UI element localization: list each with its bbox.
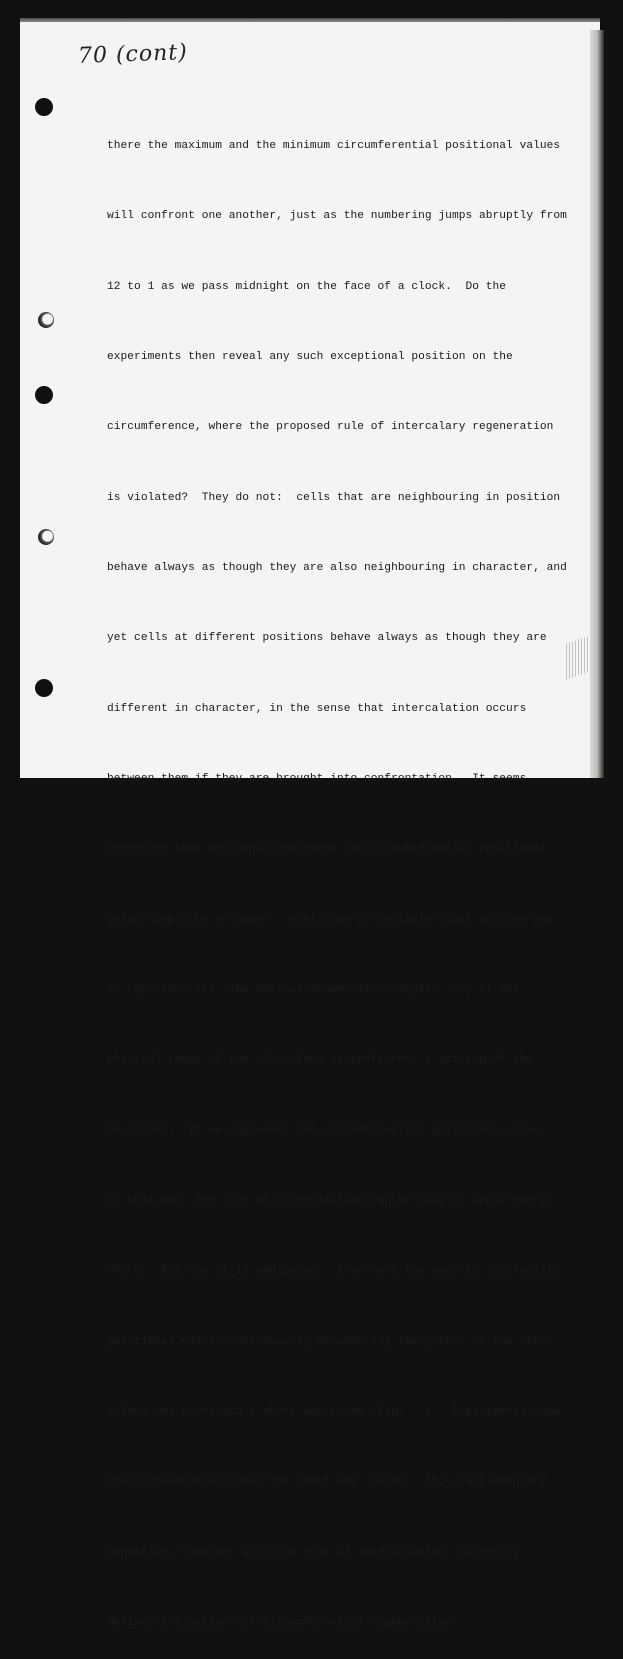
text-line: therefore that we cannot represent the circumferential positional bbox=[107, 843, 547, 856]
handwritten-page-note: 70 (cont) bbox=[77, 40, 189, 69]
page-right-edge bbox=[590, 30, 604, 778]
binder-hole-4 bbox=[38, 529, 54, 545]
text-line: there the maximum and the minimum circumferential positional values bbox=[107, 139, 561, 152]
text-line: is violated? They do not: cells that are neighbouring in position bbox=[107, 491, 561, 504]
text-line: to represent it? The obvious answer is an angle; or, if the bbox=[107, 984, 520, 997]
text-line: a long way round and a short way round (fig. ). Experiments show bbox=[107, 1406, 561, 1419]
text-line: yet cells at different positions behave always as though they are bbox=[107, 632, 547, 645]
text-line: 12 to 1 as we pass midnight on the face of a clock. Do the bbox=[107, 280, 507, 293]
text-line: behave always as though they are also neighbouring in character, and bbox=[107, 561, 567, 574]
text-line: hour hand. If we represent the circumferential positional value bbox=[107, 1124, 540, 1137]
binder-hole-5 bbox=[35, 679, 53, 697]
binder-hole-1 bbox=[35, 98, 53, 116]
text-line: physical image of the clock-face is preferred, a setting of the bbox=[107, 1054, 534, 1067]
binder-hole-3 bbox=[35, 386, 53, 404]
text-line: defines the pattern of circumferential regeneration. bbox=[107, 1617, 459, 1630]
text-line: positional values continuously between any two points of the set - bbox=[107, 1335, 554, 1348]
binder-hole-2 bbox=[38, 312, 54, 328]
text-line: that regeneration takes the short way round. This supplementary bbox=[107, 1476, 547, 1489]
text-line: condition, together with the rule of intercalation, correctly bbox=[107, 1546, 520, 1559]
text-line: circumference, where the proposed rule of intercalary regeneration bbox=[107, 421, 554, 434]
text-line: where. But now it is ambiguous: there are two ways to interpolate bbox=[107, 1265, 561, 1278]
text-line: between them if they are brought into confrontation. It seems bbox=[107, 773, 527, 785]
typed-body-text bbox=[107, 88, 591, 1659]
text-line: will confront one another, just as the numbering jumps abruptly from bbox=[107, 210, 567, 223]
text-line: in this way, the rule of intercalation can be said to apply every- bbox=[107, 1195, 554, 1208]
text-line: value simply by a number. What type of variable might we then use bbox=[107, 913, 554, 926]
text-line: different in character, in the sense that intercalation occurs bbox=[107, 702, 527, 715]
text-line: experiments then reveal any such exceptional position on the bbox=[107, 350, 513, 363]
